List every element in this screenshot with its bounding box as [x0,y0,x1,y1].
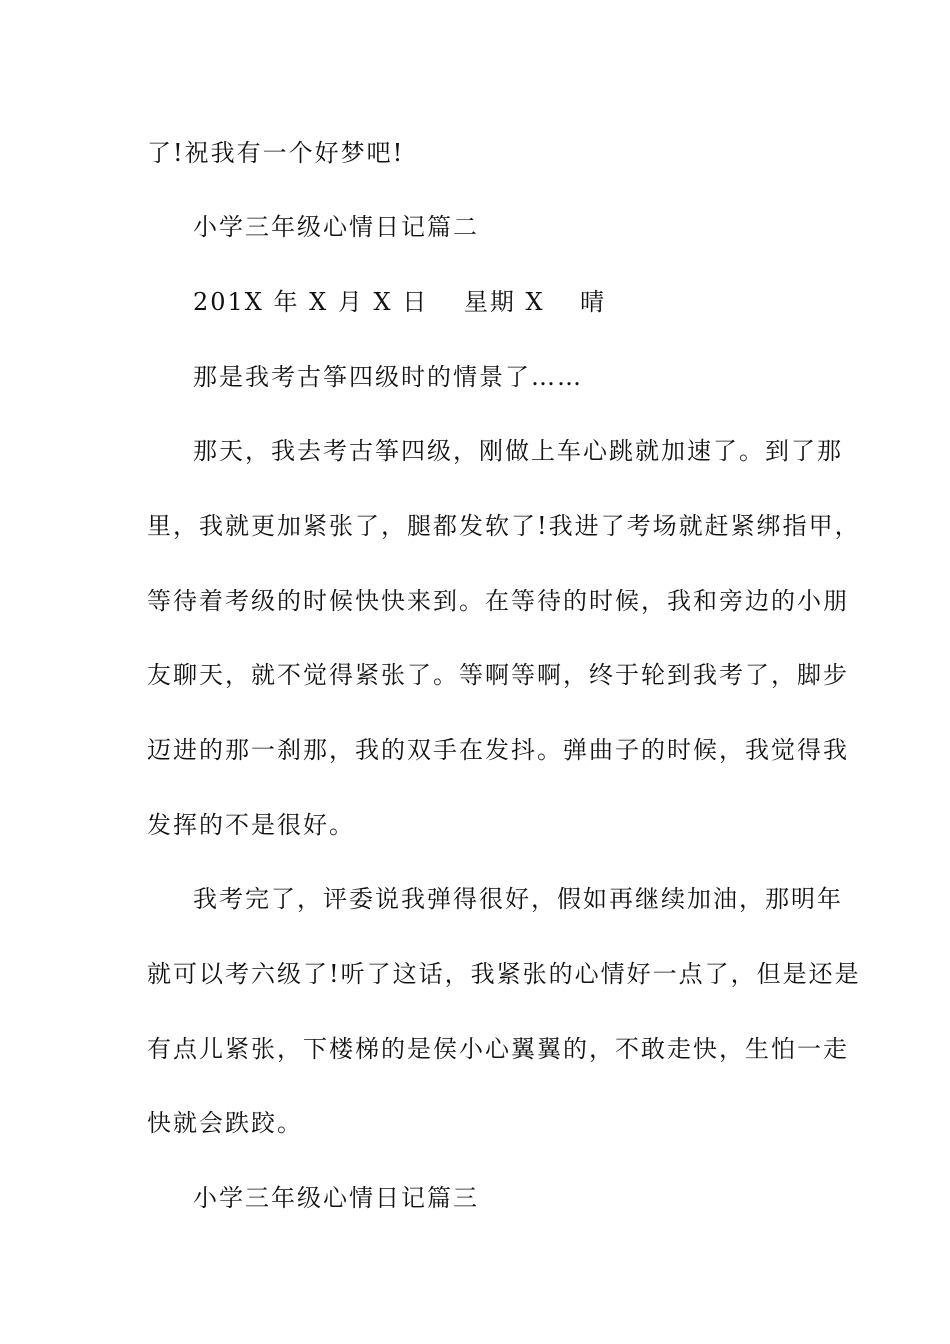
text-line: 里，我就更加紧张了，腿都发软了!我进了考场就赶紧绑指甲， [147,512,861,540]
date-line: 201X 年 X 月 X 日 星期 X 晴 [193,288,607,316]
text-line: 那是我考古筝四级时的情景了…… [193,363,583,391]
section-heading: 小学三年级心情日记篇三 [193,1184,479,1212]
text-line: 有点儿紧张，下楼梯的是侯小心翼翼的，不敢走快，生怕一走 [147,1035,849,1063]
text-line: 友聊天，就不觉得紧张了。等啊等啊，终于轮到我考了，脚步 [147,661,849,689]
section-heading: 小学三年级心情日记篇二 [193,213,479,241]
text-line: 发挥的不是很好。 [147,811,355,839]
text-line: 了!祝我有一个好梦吧! [147,139,405,167]
text-line: 迈进的那一刹那，我的双手在发抖。弹曲子的时候，我觉得我 [147,736,849,764]
text-line: 那天，我去考古筝四级，刚做上车心跳就加速了。到了那 [193,437,843,465]
text-line: 等待着考级的时候快快来到。在等待的时候，我和旁边的小朋 [147,587,849,615]
text-line: 就可以考六级了!听了这话，我紧张的心情好一点了，但是还是 [147,960,861,988]
text-line: 快就会跌跤。 [147,1109,303,1137]
text-line: 我考完了，评委说我弹得很好，假如再继续加油，那明年 [193,885,843,913]
